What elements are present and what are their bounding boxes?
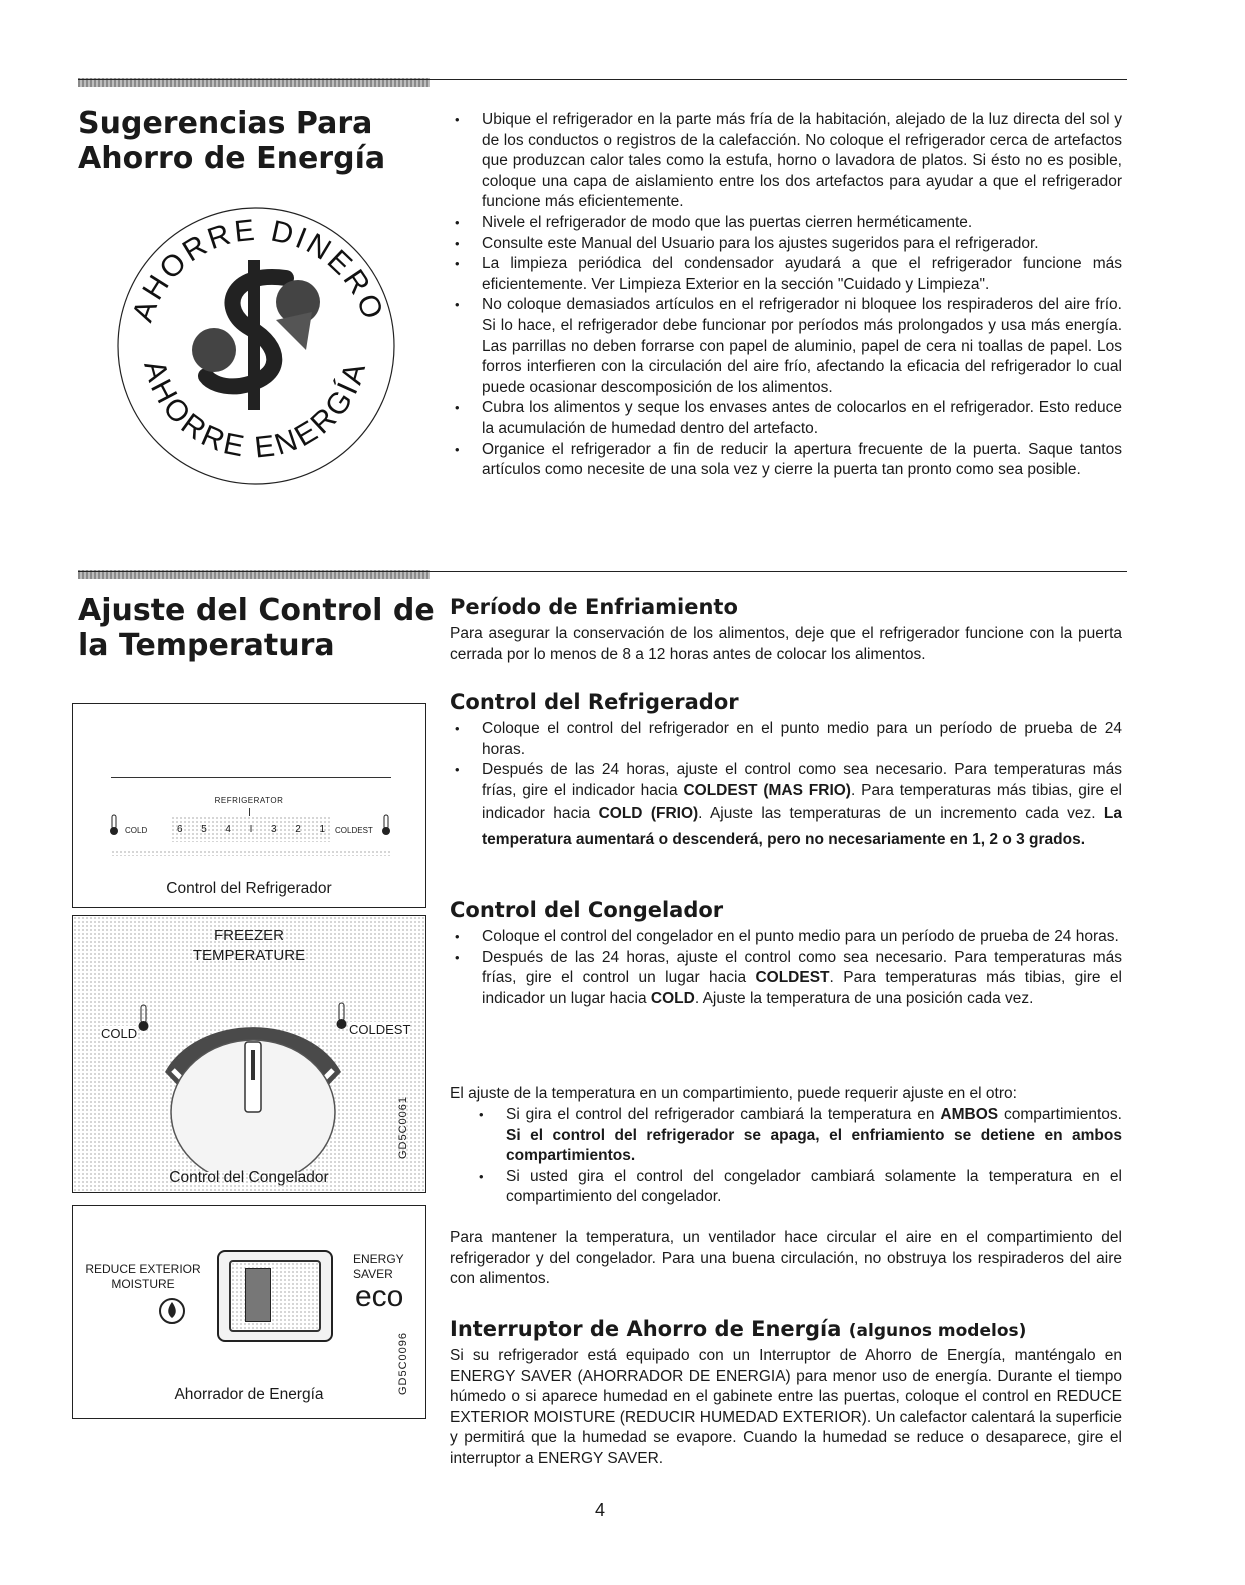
list-item: • Si gira el control del refrigerador cambiará la temperatura en AMBOS compartimientos. Si el control del refrigerador se apaga, el enfriamiento se detiene en ambos compartimientos.: [474, 1105, 1122, 1167]
logo-top-text: AHORRE DINERO: [126, 213, 390, 327]
energy-saver-switch[interactable]: [217, 1250, 333, 1342]
freezer-control-figure: [72, 915, 426, 1193]
cold-label: COLD: [125, 826, 148, 835]
refrigerator-dial-scale: 6 5 4 I 3 2 1: [171, 816, 331, 842]
adjust-list: [474, 1105, 1122, 1208]
logo-bottom-text: AHORRE ENERGÍA: [137, 356, 373, 465]
reduce-label-1: REDUCE EXTERIOR: [85, 1262, 201, 1276]
fan-text: Para mantener la temperatura, un ventilador hace circular el aire en el compartimiento del refrigerador y del congelador. Para una buena circulación, no obstruya los respiraderos del aire con alimentos.: [450, 1229, 1122, 1288]
list-item: • Después de las 24 horas, ajuste el control como sea necesario. Para temperaturas más frías, gire el control un lugar hacia COLDEST. Para temperaturas más tibias, gire el indicador un lugar hacia COLD. Ajuste la temperatura de una posición cada vez.: [450, 948, 1122, 1010]
list-item: • Cubra los alimentos y seque los envases antes de colocarlos en el refrigerador. Esto reduce la acumulación de humedad dentro del artefacto.: [450, 398, 1122, 439]
energy-title: Sugerencias Para Ahorro de Energía: [78, 106, 386, 177]
ahorre-logo: [110, 200, 400, 490]
energy-figure-code: GD5C0096: [397, 1332, 409, 1396]
refrigerator-control-figure: [72, 703, 426, 908]
eco-label: eco: [355, 1280, 404, 1313]
moisture-icon: [157, 1296, 187, 1326]
adjust-intro: El ajuste de la temperatura en un compartimiento, puede requerir ajuste en el otro:: [450, 1085, 1017, 1102]
temp-title: Ajuste del Control de la Temperatura: [78, 593, 435, 664]
energy-tips-list: [450, 110, 1122, 481]
energy-switch-title: Interruptor de Ahorro de Energía (algunos modelos): [450, 1317, 1027, 1341]
reduce-label-2: MOISTURE: [111, 1277, 175, 1291]
thermometer-icon: [109, 814, 119, 836]
list-item: • No coloque demasiados artículos en el refrigerador ni bloquee los respiraderos del aire frío. Si lo hace, el refrigerador debe funcionar por períodos más prolongados y usa más energía. Las parrillas no deben forrarse con papel de aluminio, papel de cera ni toallas de papel. Los forros interfieren con la circulación del aire frío, afectando la eficacia del refrigerador lo cual puede ocasionar descomposición de los alimentos.: [450, 295, 1122, 398]
freezer-control-list: [450, 927, 1122, 1009]
freezer-figure-code: GD5C0061: [397, 1096, 409, 1160]
fridge-control-list: [450, 719, 1122, 853]
freezer-coldest-label: COLDEST: [349, 1022, 411, 1037]
freezer-title-1: FREEZER: [213, 927, 284, 944]
freezer-control-caption: Control del Congelador: [169, 1169, 329, 1186]
coldest-label: COLDEST: [335, 826, 373, 835]
thermometer-icon: [381, 814, 391, 836]
energy-switch-text: Si su refrigerador está equipado con un Interruptor de Ahorro de Energía, manténgalo en ENERGY SAVER (AHORRADOR DE ENERGIA) para menor uso de energía. Durante el tiempo húmedo o si aparece humedad en el gabinete entre las puertas, coloque el control en REDUCE EXTERIOR MOISTURE (REDUCIR HUMEDAD EXTERIOR). Un calefactor calentará la superficie y permitirá que la humedad se evapore. Cuando la humedad se reduce o desaparece, gire el interruptor a ENERGY SAVER.: [450, 1347, 1122, 1467]
thermometer-icon: [137, 1004, 149, 1032]
freezer-title-2: TEMPERATURE: [192, 947, 306, 964]
list-item: • Consulte este Manual del Usuario para los ajustes sugeridos para el refrigerador.: [450, 234, 1122, 255]
list-item: • Ubique el refrigerador en la parte más fría de la habitación, alejado de la luz directa del sol y de los conductos o registros de la calefacción. No coloque el refrigerador cerca de artefactos que produzcan calor tales como la estufa, horno o lavadora de platos. Si ésto no es posible, coloque una capa de aislamiento entre los dos artefactos para ayudar a que el refrigerador funcione más eficientemente.: [450, 110, 1122, 213]
list-item: • Organice el refrigerador a fin de reducir la apertura frecuente de la puerta. Saque tantos artículos como necesite de una sola vez y cierre la puerta tan pronto como sea posible.: [450, 440, 1122, 481]
list-item: • Si usted gira el control del congelador cambiará solamente la temperatura en el compartimiento del congelador.: [474, 1167, 1122, 1208]
cooling-text: Para asegurar la conservación de los alimentos, deje que el refrigerador funcione con la puerta cerrada por lo menos de 8 a 12 horas antes de colocar los alimentos.: [450, 625, 1122, 663]
freezer-control-title: Control del Congelador: [450, 898, 724, 922]
energy-saver-caption: Ahorrador de Energía: [174, 1386, 324, 1403]
saver-label: SAVER: [353, 1267, 393, 1281]
list-item: • Nivele el refrigerador de modo que las puertas cierren herméticamente.: [450, 213, 1122, 234]
fridge-control-title: Control del Refrigerador: [450, 690, 739, 714]
list-item: • Coloque el control del congelador en el punto medio para un período de prueba de 24 horas.: [450, 927, 1122, 948]
list-item: • La limpieza periódica del condensador ayudará a que el refrigerador funcione más eficientemente. Ver Limpieza Exterior en la sección "Cuidado y Limpieza".: [450, 254, 1122, 295]
energy-label: ENERGY: [353, 1252, 404, 1266]
cooling-title: Período de Enfriamiento: [450, 595, 738, 619]
list-item: • Después de las 24 horas, ajuste el control como sea necesario. Para temperaturas más frías, gire el indicador hacia COLDEST (MAS FRIO). Para temperaturas más tibias, gire el indicador hacia COLD (FRIO). Ajuste las temperaturas de un incremento cada vez. La temperatura aumentará o descenderá, pero no necesariamente en 1, 2 o 3 grados.: [450, 760, 1122, 853]
section-rule-line-2: [78, 571, 1127, 572]
refrigerator-label: REFRIGERATOR: [214, 796, 284, 805]
section-rule-line: [78, 79, 1127, 80]
refrigerator-control-caption: Control del Refrigerador: [166, 880, 332, 897]
page-number: 4: [594, 1500, 605, 1520]
energy-saver-figure: [72, 1205, 426, 1419]
freezer-cold-label: COLD: [101, 1026, 138, 1041]
freezer-dial[interactable]: [153, 1002, 353, 1172]
list-item: • Coloque el control del refrigerador en el punto medio para un período de prueba de 24 horas.: [450, 719, 1122, 760]
